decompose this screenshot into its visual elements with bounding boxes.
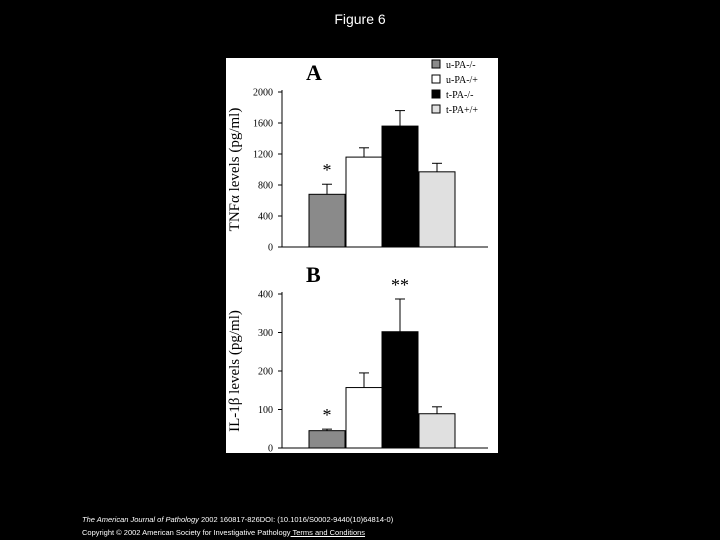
panel-a-bar bbox=[382, 126, 418, 247]
panel-a-y-tick-label: 400 bbox=[258, 211, 273, 223]
panel-a-label: A bbox=[306, 60, 322, 85]
panel-b-y-tick-label: 0 bbox=[268, 443, 273, 453]
citation-text: 2002 160817-826DOI: (10.1016/S0002-9440(10)64814-0) bbox=[198, 515, 394, 524]
panel-b-y-tick-label: 300 bbox=[258, 328, 273, 339]
citation-line bbox=[82, 515, 393, 524]
legend-label: u-PA-/- bbox=[446, 60, 476, 71]
figure-chart-svg bbox=[226, 58, 498, 453]
panel-a-bar bbox=[419, 172, 455, 247]
panel-b-y-tick-label: 200 bbox=[258, 366, 273, 378]
legend-label: t-PA-/- bbox=[446, 90, 474, 101]
legend-swatch bbox=[432, 75, 440, 83]
panel-b-bar bbox=[419, 414, 455, 448]
legend-label: t-PA+/+ bbox=[446, 105, 479, 116]
panel-b-y-tick-label: 100 bbox=[258, 405, 273, 416]
panel-b-label: B bbox=[306, 262, 321, 287]
figure-panel bbox=[226, 58, 498, 453]
panel-a-y-tick-label: 1600 bbox=[253, 118, 273, 130]
panel-b-significance-mark: * bbox=[322, 405, 332, 426]
panel-a-y-tick-label: 1200 bbox=[253, 149, 273, 161]
legend-label: u-PA-/+ bbox=[446, 75, 478, 86]
panel-a-bar bbox=[309, 194, 345, 247]
panel-b-chart bbox=[227, 262, 488, 453]
journal-name: The American Journal of Pathology bbox=[82, 515, 199, 524]
terms-and-conditions-link[interactable]: Terms and Conditions bbox=[290, 528, 366, 537]
panel-a-y-tick-label: 800 bbox=[258, 180, 273, 192]
panel-b-y-axis-title: IL-1β levels (pg/ml) bbox=[227, 310, 243, 432]
chart-legend bbox=[432, 60, 478, 116]
panel-b-bar bbox=[309, 431, 345, 448]
slide-title: Figure 6 bbox=[334, 11, 386, 27]
legend-swatch bbox=[432, 105, 440, 113]
panel-a-y-tick-label: 2000 bbox=[253, 87, 273, 99]
panel-a-y-axis-title: TNFα levels (pg/ml) bbox=[227, 107, 243, 232]
panel-a-y-tick-label: 0 bbox=[268, 242, 273, 254]
panel-b-y-tick-label: 400 bbox=[258, 289, 273, 301]
copyright-line bbox=[82, 528, 365, 537]
copyright-text: Copyright © 2002 American Society for Investigative Pathology bbox=[82, 528, 291, 537]
panel-a-bar bbox=[346, 157, 382, 247]
panel-a-significance-mark: * bbox=[322, 160, 332, 181]
legend-swatch bbox=[432, 60, 440, 68]
panel-b-bar bbox=[346, 388, 382, 448]
legend-swatch bbox=[432, 90, 440, 98]
panel-b-bar bbox=[382, 332, 418, 448]
panel-b-significance-mark: ** bbox=[391, 275, 409, 296]
